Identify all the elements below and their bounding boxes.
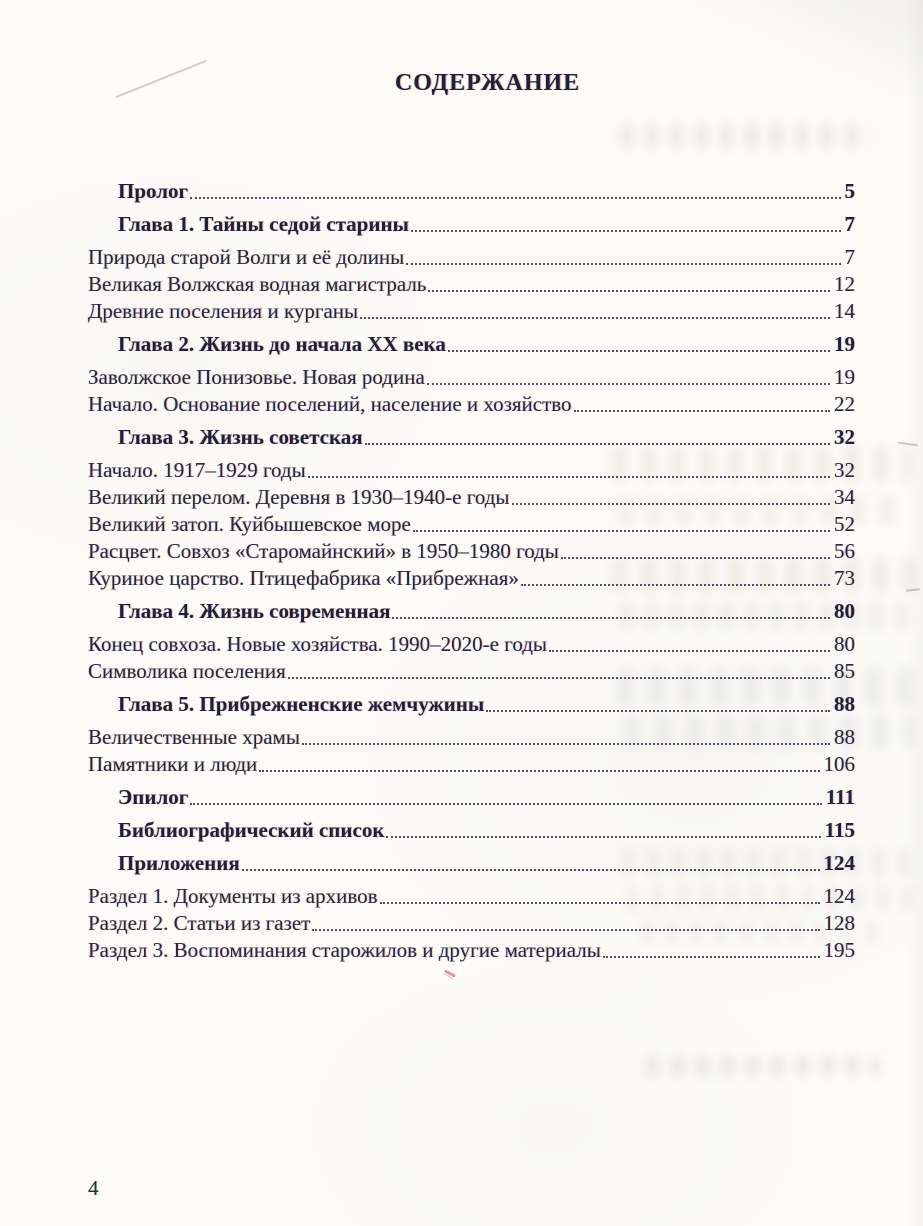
- toc-entry-page: 5: [844, 179, 855, 203]
- toc-entry: [88, 910, 855, 937]
- toc-entry: [88, 850, 855, 877]
- toc-entry: [88, 178, 855, 205]
- toc-entry: [88, 817, 855, 844]
- toc-entry-title: Заволжское Понизовье. Новая родина: [88, 365, 425, 389]
- dot-leader: [190, 803, 822, 805]
- toc-entry-page: 56: [834, 539, 855, 563]
- toc-entry: [88, 457, 855, 484]
- toc-entry-page: 80: [834, 632, 855, 656]
- toc-entry: [88, 391, 855, 418]
- toc-entry-page: 19: [834, 332, 855, 356]
- toc-entry-title: Глава 4. Жизнь современная: [118, 599, 391, 623]
- toc-entry-title: Конец совхоза. Новые хозяйства. 1990–2020-е годы: [88, 632, 548, 656]
- dot-leader: [486, 710, 830, 712]
- toc-entry: [88, 271, 855, 298]
- toc-entry: [88, 424, 855, 451]
- toc-entry-title: Расцвет. Совхоз «Старомайнский» в 1950–1980 годы: [88, 539, 559, 563]
- toc-entry-title: Приложения: [118, 851, 240, 875]
- toc-entry: [88, 331, 855, 358]
- toc-entry-page: 88: [834, 692, 855, 716]
- toc-entry-title: Великий перелом. Деревня в 1930–1940-е годы: [88, 485, 510, 509]
- toc-entry-title: Раздел 3. Воспоминания старожилов и другие материалы: [88, 938, 601, 962]
- dot-leader: [312, 929, 819, 931]
- dot-leader: [413, 530, 830, 532]
- toc-entry-page: 22: [834, 392, 855, 416]
- dot-leader: [380, 902, 820, 904]
- toc-entry-title: Природа старой Волги и её долины: [88, 245, 405, 269]
- toc-entry-page: 7: [844, 245, 855, 269]
- toc-entry-page: 32: [834, 425, 855, 449]
- toc-entry-page: 195: [823, 938, 855, 962]
- ink-smudge: [444, 969, 456, 977]
- toc-entry-page: 52: [834, 512, 855, 536]
- toc-entry: [88, 784, 855, 811]
- dot-leader: [406, 263, 840, 265]
- toc-entry-title: Раздел 2. Статьи из газет: [88, 911, 311, 935]
- dot-leader: [190, 197, 840, 199]
- toc-entry-page: 124: [823, 851, 855, 875]
- dot-leader: [561, 557, 830, 559]
- dot-leader: [549, 650, 830, 652]
- dot-leader: [242, 869, 820, 871]
- toc-entry-title: Величественные храмы: [88, 725, 300, 749]
- dot-leader: [259, 770, 819, 772]
- toc-entry-page: 115: [824, 818, 855, 842]
- dot-leader: [512, 503, 830, 505]
- toc-entry-title: Начало. 1917–1929 годы: [88, 458, 306, 482]
- toc-entry-page: 7: [844, 212, 855, 236]
- toc-entry: [88, 724, 855, 751]
- toc-entry-title: Эпилог: [118, 785, 189, 809]
- toc-entry: [88, 598, 855, 625]
- dot-leader: [448, 350, 830, 352]
- toc-entry: [88, 631, 855, 658]
- toc-entry-page: 85: [834, 659, 855, 683]
- page-title: СОДЕРЖАНИЕ: [394, 70, 581, 96]
- toc-entry-page: 12: [834, 272, 855, 296]
- toc-entry: [88, 751, 855, 778]
- dot-leader: [302, 743, 830, 745]
- dot-leader: [428, 290, 830, 292]
- toc-entry: [88, 211, 855, 238]
- toc-entry-title: Памятники и люди: [88, 752, 258, 776]
- toc-entry-page: 80: [834, 599, 855, 623]
- dot-leader: [603, 956, 820, 958]
- folio-page-number: 4: [88, 1176, 99, 1200]
- toc-entry: [88, 691, 855, 718]
- dot-leader: [411, 230, 841, 232]
- toc-entry-title: Глава 1. Тайны седой старины: [118, 212, 409, 236]
- toc-entry: [88, 511, 855, 538]
- dot-leader: [308, 476, 830, 478]
- toc-entry-title: Глава 3. Жизнь советская: [118, 425, 363, 449]
- toc-entry: [88, 484, 855, 511]
- toc-entry-page: 88: [834, 725, 855, 749]
- toc-entry-title: Великая Волжская водная магистраль: [88, 272, 427, 296]
- toc-entry-page: 32: [834, 458, 855, 482]
- toc-entry: [88, 658, 855, 685]
- dot-leader: [574, 410, 830, 412]
- toc-entry-title: Глава 2. Жизнь до начала XX века: [118, 332, 446, 356]
- bleed-through-ghost: [620, 124, 872, 148]
- bleed-through-ghost: [646, 1056, 880, 1076]
- table-of-contents: [88, 172, 855, 964]
- toc-entry-page: 128: [823, 911, 855, 935]
- toc-entry-page: 34: [834, 485, 855, 509]
- toc-entry: [88, 538, 855, 565]
- toc-entry: [88, 298, 855, 325]
- toc-entry-title: Древние поселения и курганы: [88, 299, 359, 323]
- dot-leader: [386, 836, 820, 838]
- toc-entry: [88, 937, 855, 964]
- dot-leader: [360, 317, 830, 319]
- toc-entry-page: 14: [834, 299, 855, 323]
- toc-entry-title: Куриное царство. Птицефабрика «Прибрежная»: [88, 566, 519, 590]
- toc-entry: [88, 244, 855, 271]
- toc-entry-title: Библиографический список: [118, 818, 385, 842]
- dot-leader: [288, 677, 830, 679]
- toc-entry-page: 124: [823, 884, 855, 908]
- scan-shadow-right-edge: [907, 0, 923, 1226]
- toc-entry-page: 111: [825, 785, 855, 809]
- toc-entry-page: 73: [834, 566, 855, 590]
- toc-entry: [88, 565, 855, 592]
- toc-entry-title: Глава 5. Прибрежненские жемчужины: [118, 692, 485, 716]
- dot-leader: [365, 443, 830, 445]
- toc-entry-title: Символика поселения: [88, 659, 286, 683]
- dot-leader: [427, 383, 830, 385]
- dot-leader: [392, 617, 830, 619]
- toc-entry-page: 19: [834, 365, 855, 389]
- toc-entry-title: Начало. Основание поселений, население и хозяйство: [88, 392, 572, 416]
- toc-entry: [88, 883, 855, 910]
- toc-entry-title: Великий затоп. Куйбышевское море: [88, 512, 411, 536]
- toc-entry: [88, 364, 855, 391]
- toc-entry-title: Пролог: [118, 179, 189, 203]
- dot-leader: [521, 584, 830, 586]
- toc-entry-page: 106: [823, 752, 855, 776]
- toc-entry-title: Раздел 1. Документы из архивов: [88, 884, 378, 908]
